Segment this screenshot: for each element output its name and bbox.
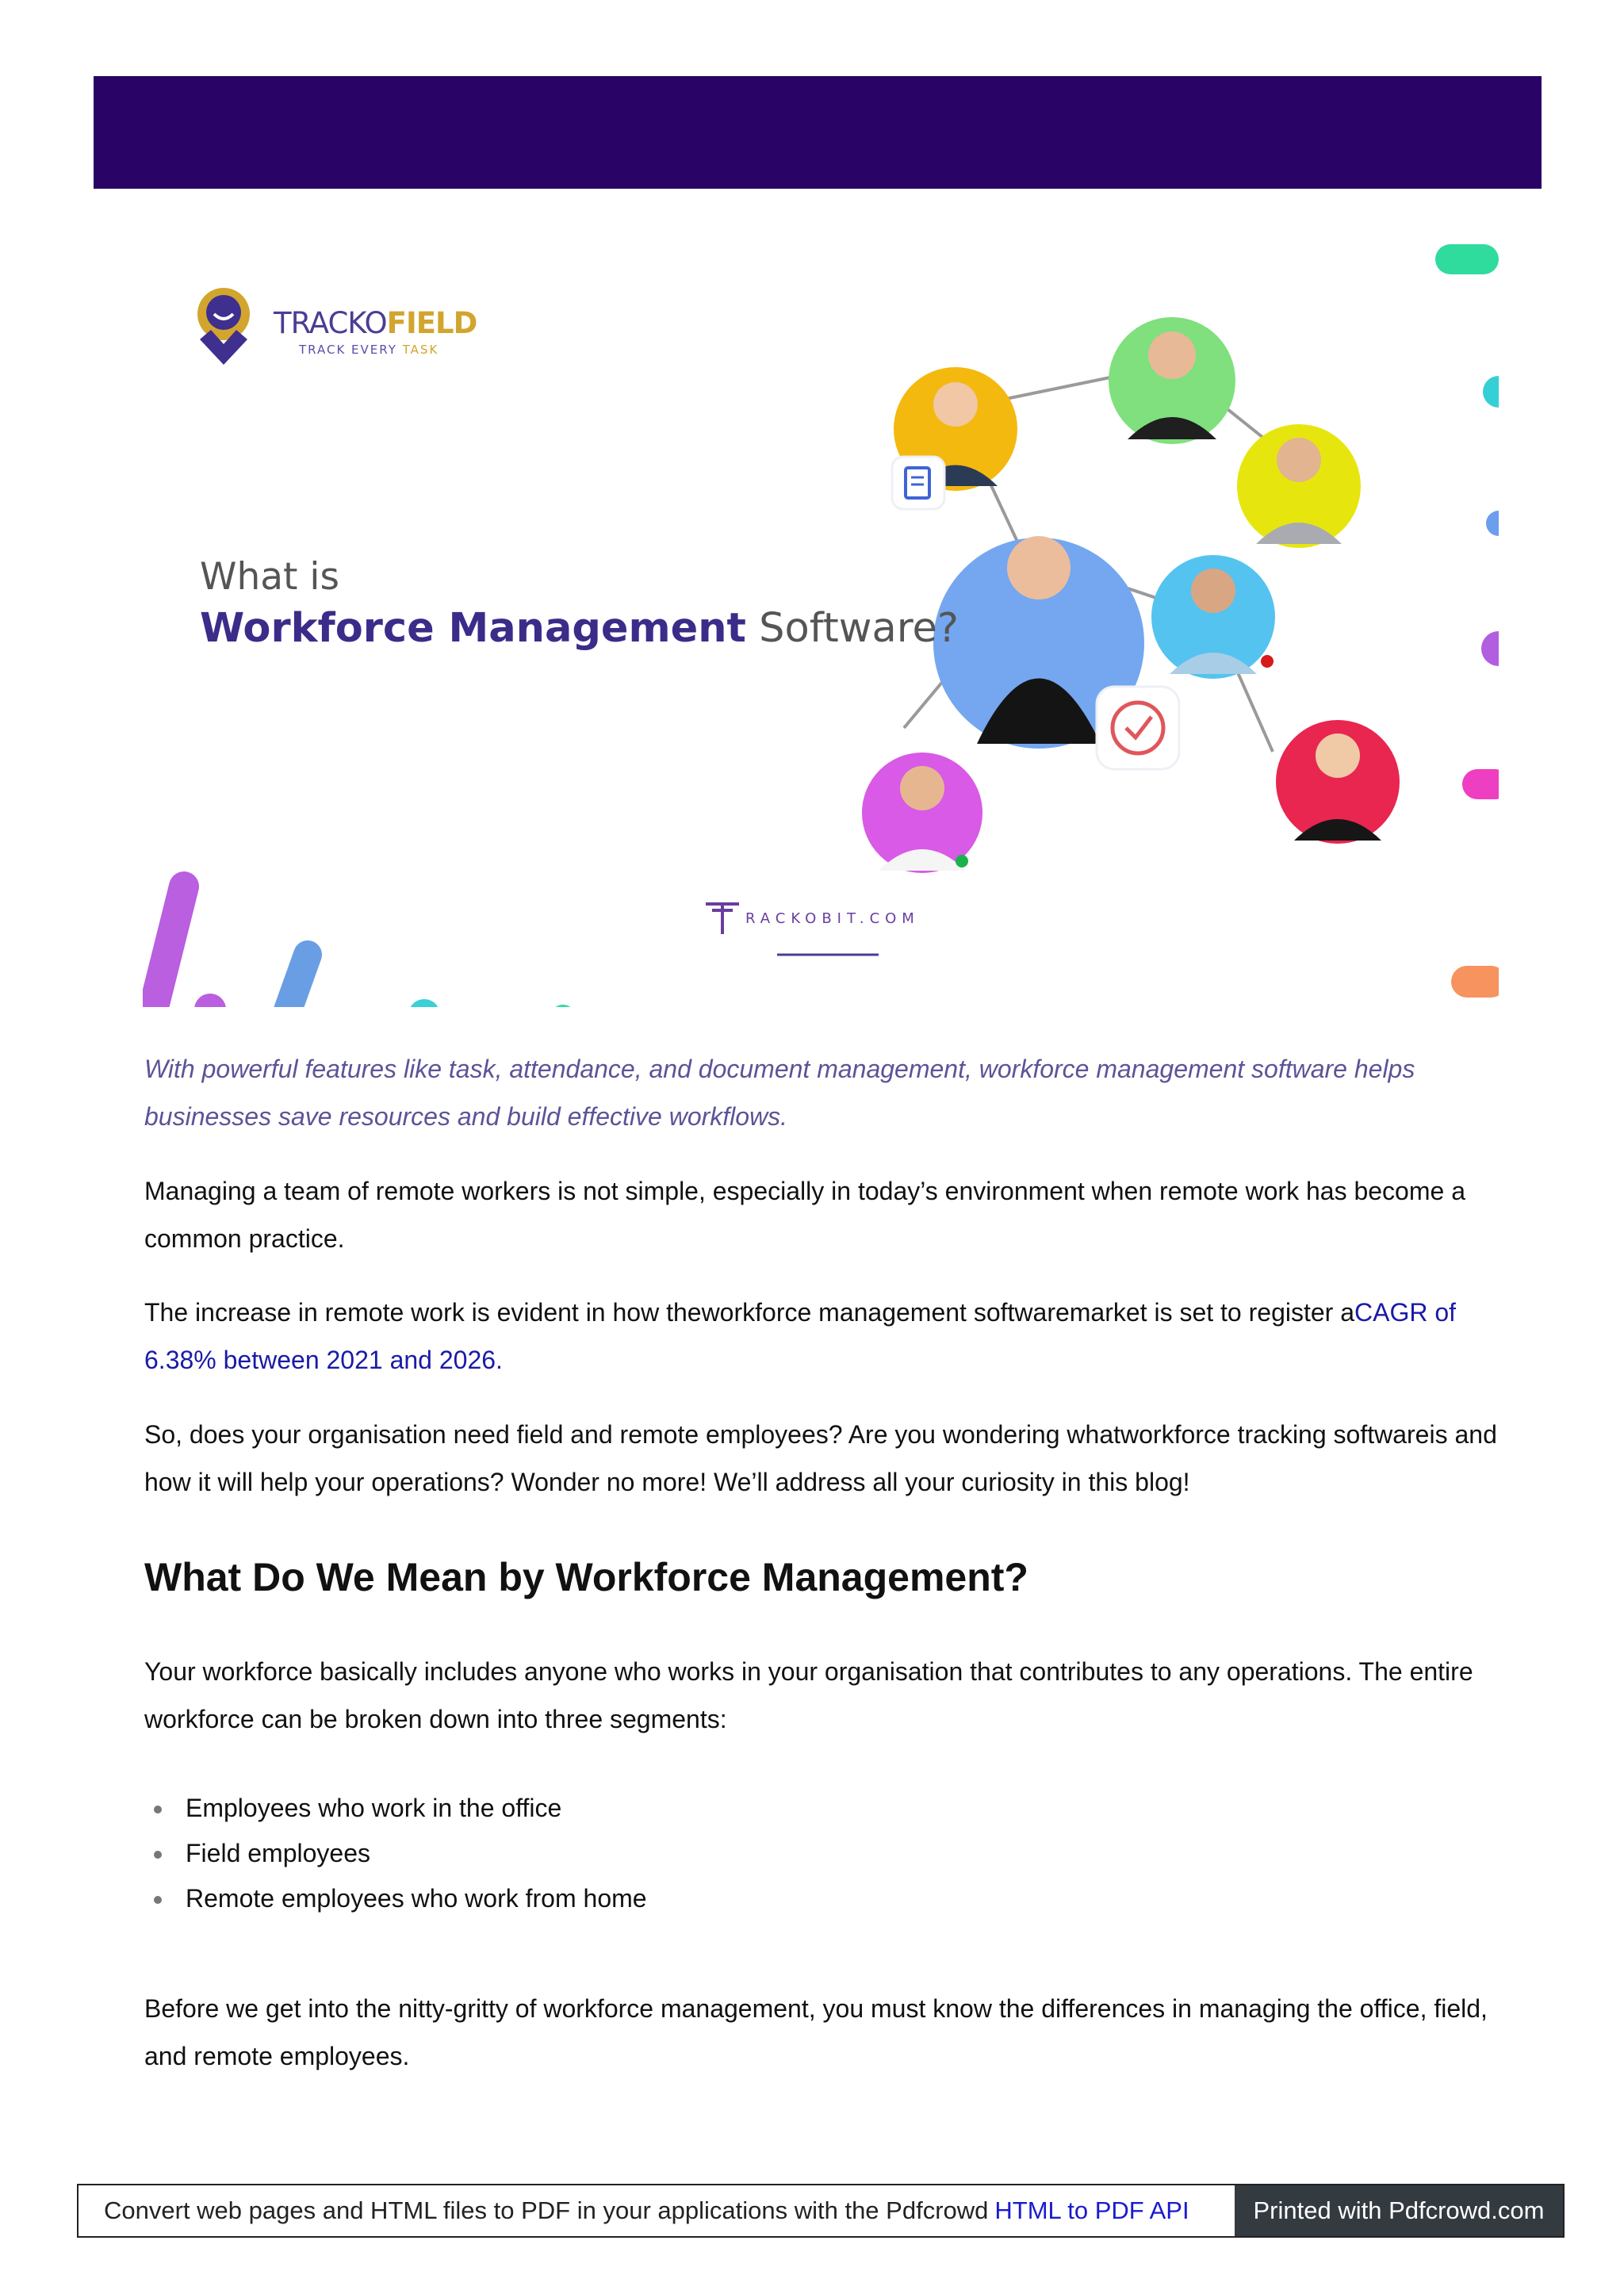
footer-text: Convert web pages and HTML files to PDF in your applications with the Pdfcrowd xyxy=(104,2196,989,2224)
hero-title-line1: What is xyxy=(200,555,339,599)
person-avatar-4 xyxy=(1151,555,1275,679)
person-avatar-5 xyxy=(1276,720,1400,844)
html-to-pdf-api-link[interactable]: HTML to PDF API xyxy=(994,2196,1189,2224)
hero-image xyxy=(143,236,1499,1007)
document-icon xyxy=(892,457,944,509)
header-banner xyxy=(94,76,1542,189)
list-item: Employees who work in the office xyxy=(144,1786,647,1831)
hero-title-line2: Workforce Management Software? xyxy=(200,605,959,652)
person-avatar-6 xyxy=(862,753,982,873)
printed-with-badge[interactable]: Printed with Pdfcrowd.com xyxy=(1235,2185,1563,2236)
workforce-segments-list xyxy=(144,1786,647,1921)
paragraph-1: Managing a team of remote workers is not simple, especially in today’s environment when remote work has become a common practice. xyxy=(144,1177,1465,1253)
section-heading: What Do We Mean by Workforce Management? xyxy=(144,1555,1028,1599)
list-item: Field employees xyxy=(144,1831,647,1876)
trackofield-logo-icon xyxy=(197,288,250,365)
paragraph-4: Your workforce basically includes anyone who works in your organisation that contributes to any operations. The entire workforce can be broken down into three segments: xyxy=(144,1657,1473,1733)
list-item: Remote employees who work from home xyxy=(144,1876,647,1921)
person-avatar-3 xyxy=(1237,424,1361,548)
checkmark-icon xyxy=(1097,687,1179,769)
paragraph-3: So, does your organisation need field and remote employees? Are you wondering whatworkforce tracking softwareis and how it will help your operations? Wonder no more! We’ll address all your curiosity in this blog! xyxy=(144,1420,1497,1496)
logo-wordmark: TRACKOFIELD xyxy=(274,306,477,340)
intro-text: With powerful features like task, attendance, and document management, workforce management software helps businesses save resources and build effective workflows. xyxy=(144,1055,1415,1131)
cagr-link[interactable]: CAGR of 6.38% between 2021 and 2026. xyxy=(144,1298,1457,1374)
logo-tagline: TRACK EVERY TASK xyxy=(299,343,439,357)
footer-message xyxy=(79,2185,1235,2236)
paragraph-2: The increase in remote work is evident in how theworkforce management softwaremarket is set to register aCAGR of 6.38% between 2021 and 2026. xyxy=(144,1298,1457,1374)
hero-watermark: RACKOBIT.COM xyxy=(745,910,920,927)
pdfcrowd-footer xyxy=(77,2184,1565,2238)
paragraph-5: Before we get into the nitty-gritty of workforce management, you must know the differences in managing the office, field, and remote employees. xyxy=(144,1994,1488,2070)
person-avatar-2 xyxy=(1109,317,1235,444)
